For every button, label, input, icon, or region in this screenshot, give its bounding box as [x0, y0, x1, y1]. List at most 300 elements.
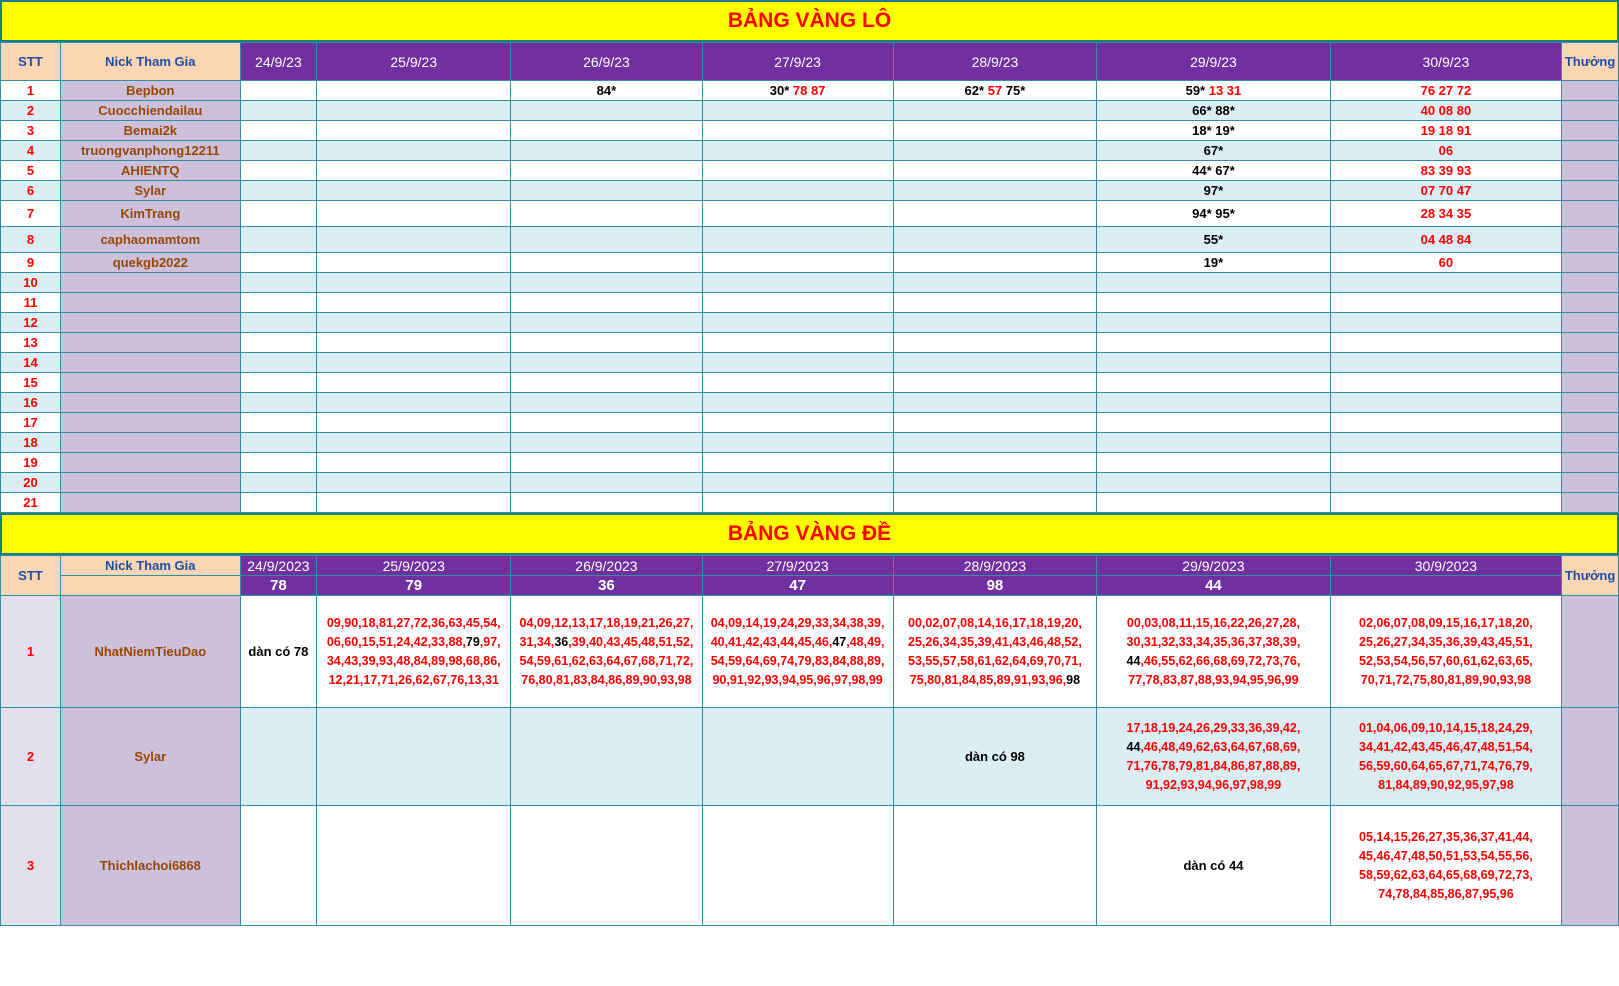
lo-date-cell — [1097, 141, 1331, 161]
cell-text: dàn có 44 — [1183, 858, 1244, 873]
lo-date-cell — [240, 433, 316, 453]
cell-text: 44 — [1126, 653, 1141, 668]
lo-date-cell — [317, 373, 511, 393]
bonus-cell — [1562, 413, 1619, 433]
lo-row — [1, 273, 1619, 293]
date-header: 27/9/2023 — [702, 556, 893, 576]
cell-text: dàn có 78 — [248, 644, 309, 659]
date-header: 29/9/2023 — [1097, 556, 1331, 576]
lo-date-cell — [1330, 121, 1561, 141]
cell-text: ,48,49, 54,59,64,69,74,79,83,84,88,89, 90,91,92,93,94,95,96,97,98,99 — [710, 634, 885, 687]
date-header: 25/9/2023 — [317, 556, 511, 576]
lo-header-row — [1, 43, 1619, 81]
lo-date-cell — [1097, 121, 1331, 141]
bonus-cell — [1562, 313, 1619, 333]
bonus-header: Thưởng — [1562, 43, 1619, 81]
lo-date-cell — [702, 473, 893, 493]
lo-date-cell — [1097, 333, 1331, 353]
lo-date-cell — [702, 181, 893, 201]
bonus-cell — [1562, 333, 1619, 353]
de-date-cell — [240, 596, 316, 708]
lo-date-cell — [1097, 413, 1331, 433]
lo-date-cell — [1097, 227, 1331, 253]
date-header: 24/9/2023 — [240, 556, 316, 576]
lo-date-cell — [893, 453, 1097, 473]
nick-cell: caphaomamtom — [60, 227, 240, 253]
de-date-cell — [1097, 806, 1331, 926]
lo-date-cell — [893, 161, 1097, 181]
cell-text: 04,09,12,13,17,18,19,21,26,27, 31,34, — [519, 615, 694, 649]
cell-text: 84* — [596, 83, 617, 98]
lo-row — [1, 293, 1619, 313]
lo-date-cell — [240, 141, 316, 161]
stt-cell: 16 — [1, 393, 61, 413]
cell-text: ,39,40,43,45,48,51,52, 54,59,61,62,63,64,67,68,71,72, 76,80,81,83,84,86,89,90,93,98 — [519, 634, 694, 687]
lo-date-cell — [1330, 393, 1561, 413]
bonus-cell — [1562, 253, 1619, 273]
lo-date-cell — [317, 453, 511, 473]
lo-date-cell — [317, 273, 511, 293]
lo-date-cell — [702, 121, 893, 141]
nick-cell — [60, 473, 240, 493]
stt-header: STT — [1, 556, 61, 596]
lo-date-cell — [240, 293, 316, 313]
date-header: 30/9/23 — [1330, 43, 1561, 81]
stt-cell: 18 — [1, 433, 61, 453]
stt-cell: 1 — [1, 81, 61, 101]
lo-date-cell — [702, 101, 893, 121]
lo-date-cell — [702, 253, 893, 273]
date-header: 26/9/2023 — [511, 556, 702, 576]
lo-date-cell — [702, 373, 893, 393]
result-number: 44 — [1097, 576, 1331, 596]
lo-date-cell — [702, 413, 893, 433]
date-header: 26/9/23 — [511, 43, 702, 81]
cell-text: 83 39 93 — [1420, 163, 1472, 178]
cell-text: 00,03,08,11,15,16,22,26,27,28, 30,31,32,33,34,35,36,37,38,39, — [1126, 615, 1301, 649]
de-table — [0, 555, 1619, 926]
stt-cell: 2 — [1, 708, 61, 806]
lo-date-cell — [893, 273, 1097, 293]
lo-date-cell — [1330, 293, 1561, 313]
nick-cell: Cuocchiendailau — [60, 101, 240, 121]
lo-date-cell — [511, 161, 702, 181]
lo-date-cell — [702, 227, 893, 253]
nick-cell — [60, 453, 240, 473]
nick-cell — [60, 433, 240, 453]
stt-cell: 3 — [1, 806, 61, 926]
bonus-cell — [1562, 227, 1619, 253]
lo-date-cell — [893, 227, 1097, 253]
date-header: 28/9/23 — [893, 43, 1097, 81]
lo-date-cell — [511, 201, 702, 227]
lo-date-cell — [1330, 353, 1561, 373]
lo-date-cell — [893, 141, 1097, 161]
nick-cell — [60, 273, 240, 293]
lo-row — [1, 227, 1619, 253]
lo-row — [1, 493, 1619, 513]
cell-text: 36 — [554, 634, 569, 649]
cell-text: 44* 67* — [1192, 163, 1235, 178]
de-date-cell — [317, 708, 511, 806]
result-number: 98 — [893, 576, 1097, 596]
lo-date-cell — [893, 181, 1097, 201]
lo-row — [1, 433, 1619, 453]
cell-text: 05,14,15,26,27,35,36,37,41,44, 45,46,47,48,50,51,53,54,55,56, 58,59,62,63,64,65,68,69,72,73, 74,78,84,85,86,87,95,96 — [1359, 829, 1533, 901]
bonus-cell — [1562, 273, 1619, 293]
bonus-cell — [1562, 141, 1619, 161]
lo-date-cell — [1097, 313, 1331, 333]
lo-date-cell — [1097, 453, 1331, 473]
date-header: 27/9/23 — [702, 43, 893, 81]
stt-cell: 9 — [1, 253, 61, 273]
de-date-cell — [1330, 806, 1561, 926]
lo-date-cell — [1097, 473, 1331, 493]
cell-text: 97* — [1203, 183, 1224, 198]
lo-date-cell — [1097, 373, 1331, 393]
lo-row — [1, 353, 1619, 373]
stt-cell: 19 — [1, 453, 61, 473]
cell-text: 07 70 47 — [1420, 183, 1472, 198]
cell-text: 02,06,07,08,09,15,16,17,18,20, 25,26,27,34,35,36,39,43,45,51, 52,53,54,56,57,60,61,62,63,65, 70,71,72,75,80,81,89,90,93,98 — [1359, 615, 1533, 687]
lo-date-cell — [317, 181, 511, 201]
lo-row — [1, 201, 1619, 227]
nick-cell — [60, 413, 240, 433]
bonus-cell — [1562, 493, 1619, 513]
lo-date-cell — [511, 273, 702, 293]
lo-date-cell — [317, 473, 511, 493]
lo-date-cell — [240, 393, 316, 413]
lo-row — [1, 161, 1619, 181]
lo-date-cell — [1097, 293, 1331, 313]
stt-cell: 3 — [1, 121, 61, 141]
date-header: 30/9/2023 — [1330, 556, 1561, 576]
lo-date-cell — [1330, 253, 1561, 273]
bonus-cell — [1562, 806, 1619, 926]
lo-date-cell — [511, 313, 702, 333]
nick-header-blank — [60, 576, 240, 596]
lo-date-cell — [893, 393, 1097, 413]
result-number: 79 — [317, 576, 511, 596]
nick-header: Nick Tham Gia — [60, 43, 240, 81]
stt-cell: 14 — [1, 353, 61, 373]
lo-date-cell — [893, 81, 1097, 101]
de-row — [1, 708, 1619, 806]
lo-date-cell — [702, 353, 893, 373]
lo-date-cell — [240, 453, 316, 473]
nick-header: Nick Tham Gia — [60, 556, 240, 576]
bonus-cell — [1562, 433, 1619, 453]
lo-row — [1, 101, 1619, 121]
lo-date-cell — [317, 161, 511, 181]
lo-date-cell — [511, 181, 702, 201]
cell-text: 47 — [832, 634, 847, 649]
nick-cell — [60, 293, 240, 313]
stt-cell: 8 — [1, 227, 61, 253]
lo-date-cell — [240, 493, 316, 513]
bonus-cell — [1562, 353, 1619, 373]
lo-date-cell — [702, 293, 893, 313]
lo-date-cell — [511, 493, 702, 513]
cell-text: 19* — [1203, 255, 1224, 270]
lo-date-cell — [893, 433, 1097, 453]
lo-row — [1, 373, 1619, 393]
de-date-cell — [702, 596, 893, 708]
bonus-cell — [1562, 81, 1619, 101]
lo-date-cell — [317, 101, 511, 121]
lo-date-cell — [240, 373, 316, 393]
stt-cell: 15 — [1, 373, 61, 393]
de-date-cell — [1097, 708, 1331, 806]
cell-text: ,46,55,62,66,68,69,72,73,76, 77,78,83,87,88,93,94,95,96,99 — [1128, 653, 1301, 687]
lo-date-cell — [317, 293, 511, 313]
lo-date-cell — [893, 293, 1097, 313]
lo-date-cell — [1097, 81, 1331, 101]
cell-text: 04,09,14,19,24,29,33,34,38,39, 40,41,42,43,44,45,46, — [710, 615, 885, 649]
de-date-cell — [893, 596, 1097, 708]
lo-row — [1, 313, 1619, 333]
lo-date-cell — [511, 373, 702, 393]
bonus-cell — [1562, 373, 1619, 393]
lo-date-cell — [240, 273, 316, 293]
lo-date-cell — [1330, 333, 1561, 353]
de-date-cell — [240, 806, 316, 926]
bonus-cell — [1562, 293, 1619, 313]
stt-cell: 11 — [1, 293, 61, 313]
lo-date-cell — [1097, 393, 1331, 413]
date-header: 29/9/23 — [1097, 43, 1331, 81]
lo-date-cell — [1330, 273, 1561, 293]
lo-date-cell — [240, 313, 316, 333]
lo-date-cell — [317, 201, 511, 227]
de-row — [1, 806, 1619, 926]
lo-date-cell — [702, 493, 893, 513]
lo-date-cell — [240, 81, 316, 101]
lo-date-cell — [317, 81, 511, 101]
lo-date-cell — [702, 313, 893, 333]
bonus-cell — [1562, 161, 1619, 181]
lo-date-cell — [893, 373, 1097, 393]
lo-date-cell — [511, 333, 702, 353]
cell-text: dàn có 98 — [964, 749, 1025, 764]
lo-date-cell — [240, 181, 316, 201]
lo-date-cell — [240, 227, 316, 253]
lo-date-cell — [317, 313, 511, 333]
stt-cell: 1 — [1, 596, 61, 708]
lo-date-cell — [511, 293, 702, 313]
lo-date-cell — [317, 353, 511, 373]
cell-text: 94* 95* — [1192, 206, 1235, 221]
nick-cell: Thichlachoi6868 — [60, 806, 240, 926]
stt-cell: 12 — [1, 313, 61, 333]
de-row — [1, 596, 1619, 708]
result-number: 36 — [511, 576, 702, 596]
lo-date-cell — [240, 253, 316, 273]
bonus-cell — [1562, 201, 1619, 227]
de-date-cell — [893, 806, 1097, 926]
lo-date-cell — [240, 161, 316, 181]
lo-date-cell — [702, 453, 893, 473]
lo-date-cell — [702, 81, 893, 101]
lo-date-cell — [1330, 473, 1561, 493]
lo-date-cell — [1330, 373, 1561, 393]
de-date-cell — [511, 708, 702, 806]
stt-cell: 10 — [1, 273, 61, 293]
lo-row — [1, 453, 1619, 473]
lo-row — [1, 333, 1619, 353]
lo-date-cell — [240, 101, 316, 121]
cell-text: 00,02,07,08,14,16,17,18,19,20, 25,26,34,35,39,41,43,46,48,52, 53,55,57,58,61,62,64,69,70,71, 75,80,81,84,85,89,91,93,96, — [908, 615, 1082, 687]
lo-date-cell — [702, 393, 893, 413]
cell-text: 76 27 72 — [1420, 83, 1472, 98]
cell-text: 18* 19* — [1192, 123, 1235, 138]
cell-text: ,97, 34,43,39,93,48,84,89,98,68,86, 12,21,17,71,26,62,67,76,13,31 — [326, 634, 501, 687]
lo-date-cell — [893, 101, 1097, 121]
stt-cell: 6 — [1, 181, 61, 201]
lo-date-cell — [702, 161, 893, 181]
lo-date-cell — [1097, 353, 1331, 373]
bonus-cell — [1562, 393, 1619, 413]
lo-date-cell — [511, 141, 702, 161]
lo-title: BẢNG VÀNG LÔ — [0, 0, 1619, 42]
nick-cell — [60, 373, 240, 393]
lo-date-cell — [240, 333, 316, 353]
lo-date-cell — [511, 433, 702, 453]
bonus-cell — [1562, 708, 1619, 806]
lo-date-cell — [1330, 201, 1561, 227]
stt-cell: 13 — [1, 333, 61, 353]
lo-date-cell — [511, 353, 702, 373]
lo-date-cell — [317, 433, 511, 453]
lo-date-cell — [893, 253, 1097, 273]
cell-text: 66* 88* — [1192, 103, 1235, 118]
lo-date-cell — [511, 473, 702, 493]
cell-text: 75* — [1005, 83, 1026, 98]
stt-cell: 20 — [1, 473, 61, 493]
date-header: 25/9/23 — [317, 43, 511, 81]
lo-date-cell — [893, 333, 1097, 353]
lo-date-cell — [702, 433, 893, 453]
lo-date-cell — [1097, 201, 1331, 227]
lo-date-cell — [317, 141, 511, 161]
lo-row — [1, 121, 1619, 141]
lo-date-cell — [1330, 413, 1561, 433]
lo-row — [1, 393, 1619, 413]
lo-date-cell — [317, 253, 511, 273]
lo-date-cell — [240, 121, 316, 141]
de-date-cell — [511, 596, 702, 708]
lo-date-cell — [240, 201, 316, 227]
stt-header: STT — [1, 43, 61, 81]
cell-text: ,46,48,49,62,63,64,67,68,69, 71,76,78,79,81,84,86,87,88,89, 91,92,93,94,96,97,98,99 — [1126, 739, 1301, 792]
stt-cell: 17 — [1, 413, 61, 433]
lo-row — [1, 253, 1619, 273]
stt-cell: 4 — [1, 141, 61, 161]
lo-date-cell — [1330, 433, 1561, 453]
lo-date-cell — [317, 333, 511, 353]
stt-cell: 2 — [1, 101, 61, 121]
cell-text: 55* — [1203, 232, 1224, 247]
lo-date-cell — [1097, 253, 1331, 273]
cell-text: 62* — [964, 83, 985, 98]
lo-date-cell — [1330, 181, 1561, 201]
lo-date-cell — [1330, 493, 1561, 513]
cell-text: 04 48 84 — [1420, 232, 1472, 247]
lo-date-cell — [511, 453, 702, 473]
de-date-cell — [1330, 596, 1561, 708]
nick-cell: AHIENTQ — [60, 161, 240, 181]
cell-text: 57 — [984, 83, 1006, 98]
lo-row — [1, 81, 1619, 101]
nick-cell — [60, 333, 240, 353]
lo-date-cell — [893, 121, 1097, 141]
de-header-row — [1, 556, 1619, 576]
lo-date-cell — [1330, 141, 1561, 161]
de-date-cell — [702, 806, 893, 926]
lo-date-cell — [893, 473, 1097, 493]
nick-cell: truongvanphong12211 — [60, 141, 240, 161]
bonus-header: Thưởng — [1562, 556, 1619, 596]
lo-date-cell — [511, 121, 702, 141]
lo-date-cell — [317, 393, 511, 413]
lo-date-cell — [1097, 493, 1331, 513]
cell-text: 30* — [769, 83, 790, 98]
bonus-cell — [1562, 596, 1619, 708]
lo-date-cell — [317, 121, 511, 141]
lo-date-cell — [317, 413, 511, 433]
date-header: 28/9/2023 — [893, 556, 1097, 576]
lo-date-cell — [1330, 161, 1561, 181]
result-number: 78 — [240, 576, 316, 596]
de-date-cell — [317, 806, 511, 926]
cell-text: 59* — [1185, 83, 1206, 98]
nick-cell: Sylar — [60, 708, 240, 806]
lo-date-cell — [511, 101, 702, 121]
lo-row — [1, 413, 1619, 433]
stt-cell: 5 — [1, 161, 61, 181]
de-result-row — [1, 576, 1619, 596]
bonus-cell — [1562, 453, 1619, 473]
cell-text: 60 — [1438, 255, 1454, 270]
lo-date-cell — [511, 253, 702, 273]
nick-cell: quekgb2022 — [60, 253, 240, 273]
lo-row — [1, 473, 1619, 493]
de-date-cell — [1330, 708, 1561, 806]
nick-cell: Bepbon — [60, 81, 240, 101]
lo-date-cell — [1097, 433, 1331, 453]
nick-cell — [60, 393, 240, 413]
nick-cell: NhatNiemTieuDao — [60, 596, 240, 708]
cell-text: 40 08 80 — [1420, 103, 1472, 118]
cell-text: 09,90,18,81,27,72,36,63,45,54, 06,60,15,51,24,42,33,88, — [326, 615, 501, 649]
cell-text: 44 — [1126, 739, 1141, 754]
lo-date-cell — [1097, 181, 1331, 201]
nick-cell: KimTrang — [60, 201, 240, 227]
lo-date-cell — [1097, 101, 1331, 121]
de-date-cell — [240, 708, 316, 806]
lo-date-cell — [893, 201, 1097, 227]
bonus-cell — [1562, 121, 1619, 141]
date-header: 24/9/23 — [240, 43, 316, 81]
lo-date-cell — [1330, 101, 1561, 121]
de-date-cell — [1097, 596, 1331, 708]
nick-cell — [60, 493, 240, 513]
de-date-cell — [317, 596, 511, 708]
lo-date-cell — [240, 413, 316, 433]
lo-date-cell — [317, 227, 511, 253]
lo-date-cell — [702, 273, 893, 293]
lo-table — [0, 42, 1619, 513]
